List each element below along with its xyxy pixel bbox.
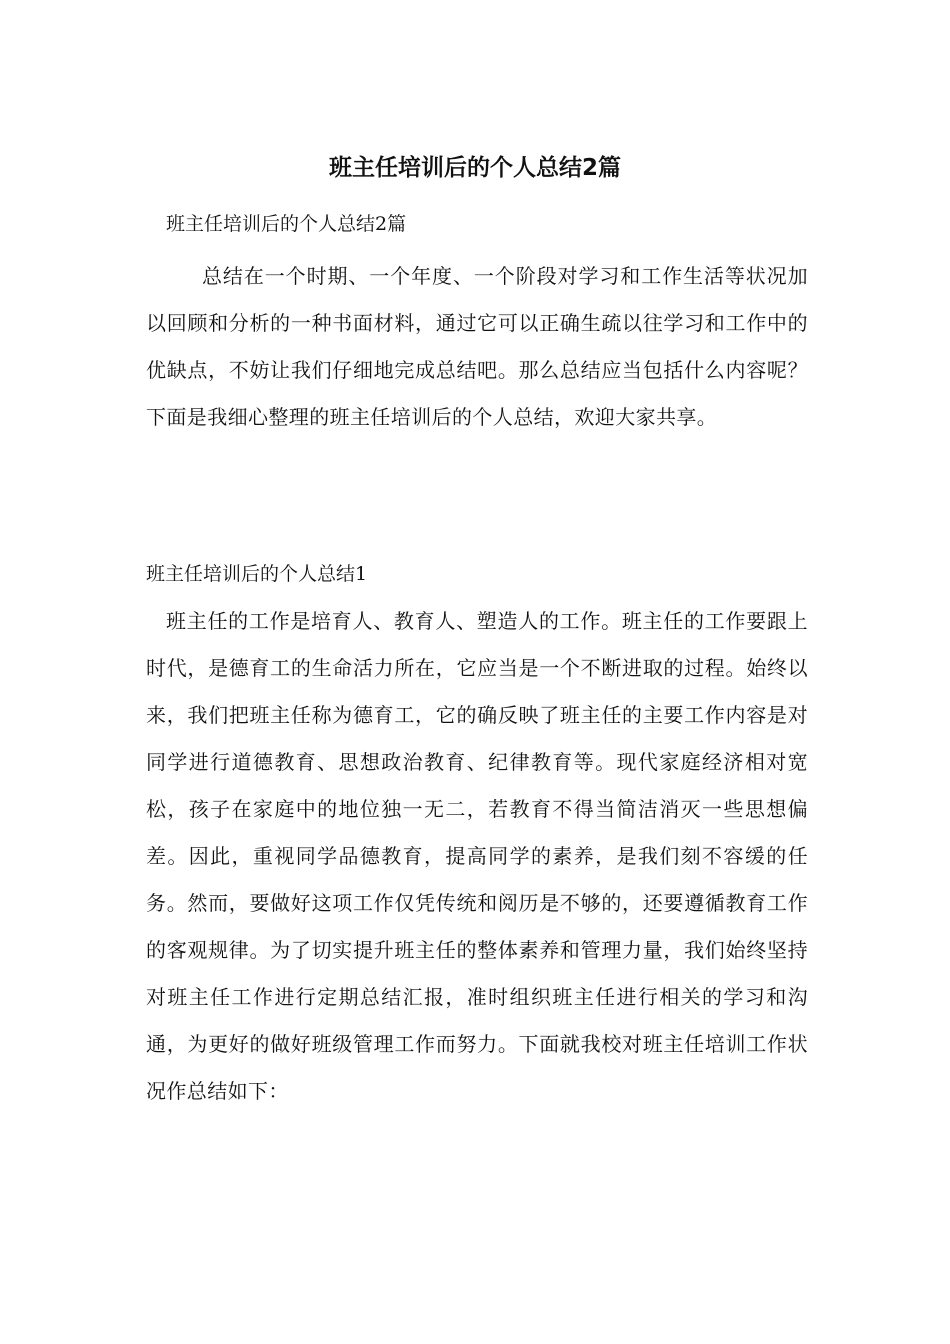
document-subtitle: 班主任培训后的个人总结2篇 (166, 213, 407, 235)
section-1-paragraph: 班主任的工作是培育人、教育人、塑造人的工作。班主任的工作要跟上时代，是德育工的生命活力所在，它应当是一个不断进取的过程。始终以来，我们把班主任称为德育工，它的确反映了班主任的主要工作内容是对同学进行道德教育、思想政治教育、纪律教育等。现代家庭经济相对宽松，孩子在家庭中的地位独一无二，若教育不得当简洁消灭一些思想偏差。因此，重视同学品德教育，提高同学的素养，是我们刻不容缓的任务。然而，要做好这项工作仅凭传统和阅历是不够的，还要遵循教育工作的客观规律。为了切实提升班主任的整体素养和管理力量，我们始终坚持对班主任工作进行定期总结汇报，准时组织班主任进行相关的学习和沟通，为更好的做好班级管理工作而努力。下面就我校对班主任培训工作状况作总结如下： (146, 609, 808, 1103)
section-heading-1: 班主任培训后的个人总结1 (146, 563, 368, 585)
intro-paragraph: 总结在一个时期、一个年度、一个阶段对学习和工作生活等状况加以回顾和分析的一种书面材料，通过它可以正确生疏以往学习和工作中的优缺点，不妨让我们仔细地完成总结吧。那么总结应当包括什么内容呢？下面是我细心整理的班主任培训后的个人总结，欢迎大家共享。 (146, 264, 808, 429)
document-title: 班主任培训后的个人总结2篇 (328, 155, 621, 181)
